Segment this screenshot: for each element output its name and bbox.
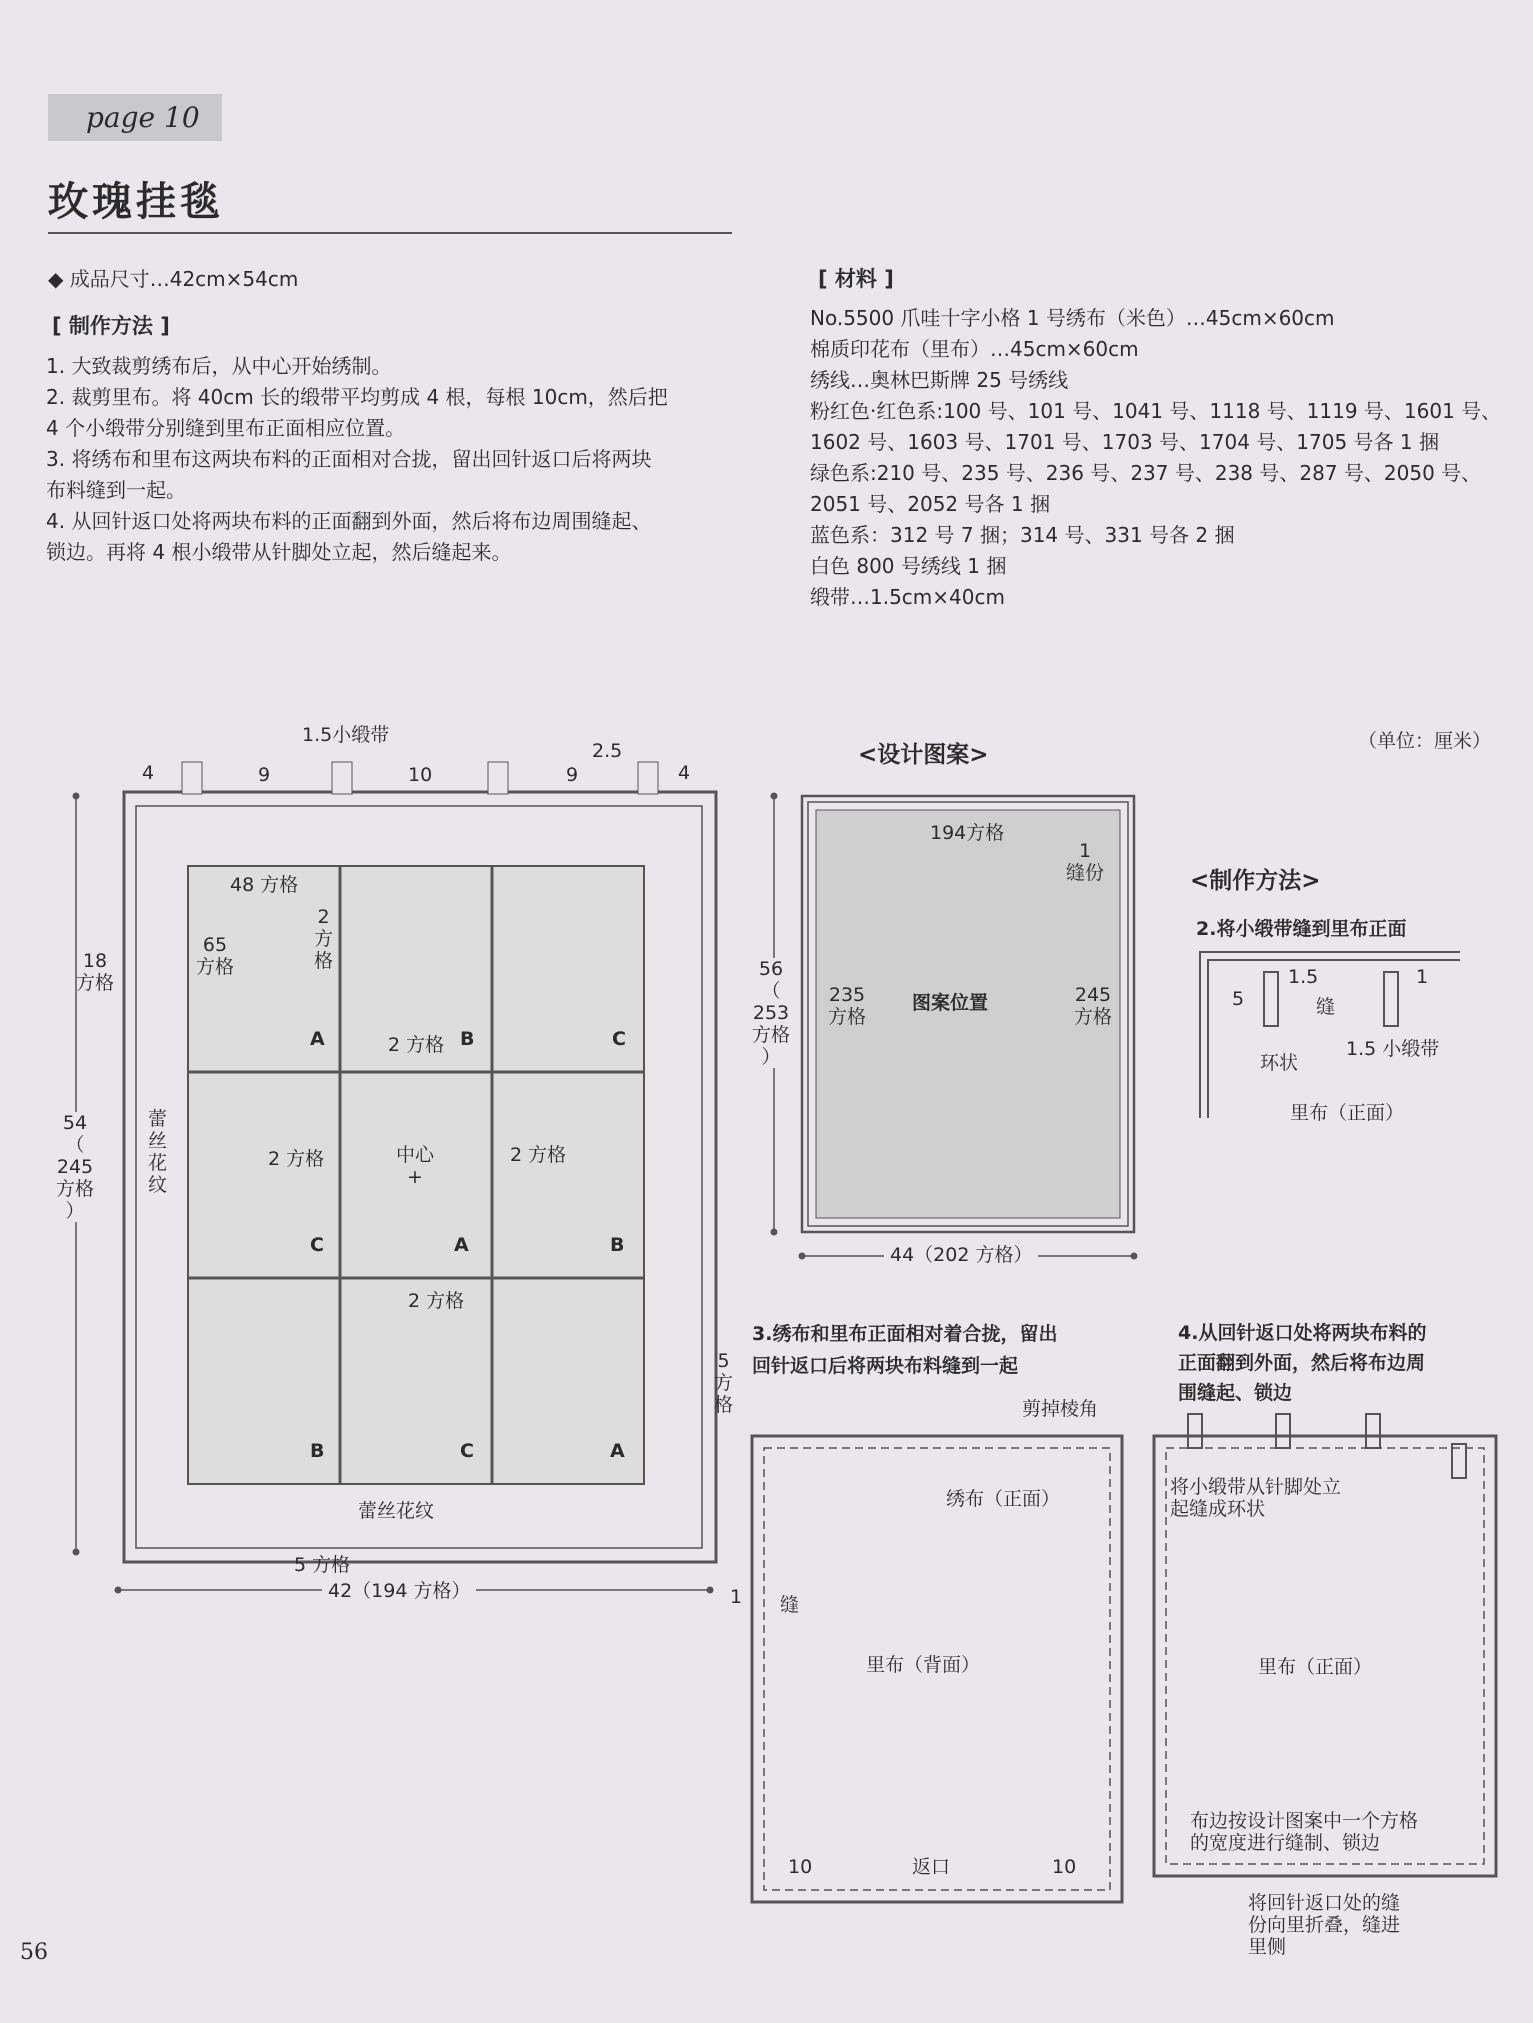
design-width-label: 44（202 方格） <box>884 1244 1038 1266</box>
page-title: 玫瑰挂毯 <box>48 179 224 225</box>
width-label: 42（194 方格） <box>322 1580 476 1602</box>
step2-fabric: 里布（正面） <box>1290 1102 1405 1124</box>
cell-letter: A <box>454 1234 469 1256</box>
method-line: 1. 大致裁剪绣布后，从中心开始绣制。 <box>46 354 392 378</box>
top-measure: 2.5 <box>592 740 623 762</box>
method-line: 4. 从回针返口处将两块布料的正面翻到外面，然后将布边周围缝起、 <box>46 509 652 533</box>
design-height-label: 56 （ 253 方格 ） <box>752 958 791 1068</box>
material-line: No.5500 爪哇十字小格 1 号绣布（米色）…45cm×60cm <box>810 306 1335 330</box>
step2-title: 2.将小缎带缝到里布正面 <box>1196 918 1407 940</box>
material-line: 棉质印花布（里布）…45cm×60cm <box>810 337 1139 361</box>
cell-letter: B <box>610 1234 625 1256</box>
step2-1-5: 1.5 <box>1288 966 1319 988</box>
step3-sew: 缝 <box>780 1594 800 1616</box>
step3-back: 里布（背面） <box>866 1654 981 1676</box>
step2-1: 1 <box>1416 966 1429 988</box>
step3-cut: 剪掉棱角 <box>1022 1398 1099 1420</box>
step3-title: 3.绣布和里布正面相对着合拢，留出 回针返口后将两块布料缝到一起 <box>752 1323 1058 1377</box>
method-line: 锁边。再将 4 根小缎带从针脚处立起，然后缝起来。 <box>46 540 512 564</box>
design-top-label: 194方格 <box>926 822 1008 844</box>
gap-label: 2 方格 <box>388 1034 445 1056</box>
step4-edge-note: 布边按设计图案中一个方格 的宽度进行缝制、锁边 <box>1190 1810 1419 1854</box>
method-line: 3. 将绣布和里布这两块布料的正面相对合拢，留出回针返口后将两块 <box>46 447 652 471</box>
top-measure: 10 <box>408 764 433 786</box>
gap-label: 2 方格 <box>510 1144 567 1166</box>
step2-loop: 环状 <box>1260 1052 1299 1074</box>
top-measure: 4 <box>678 762 691 784</box>
side-margin-label: 5 方 格 <box>714 1350 734 1416</box>
materials-heading: [ 材料 ] <box>818 267 894 291</box>
material-line: 粉红色·红色系:100 号、101 号、1041 号、1118 号、1119 号、1601 号、 <box>810 399 1502 423</box>
material-line: 白色 800 号绣线 1 捆 <box>810 554 1007 578</box>
design-heading: <设计图案> <box>858 742 989 768</box>
height-label: 54 （ 245 方格 ） <box>56 1112 95 1222</box>
size-line: ◆ 成品尺寸…42cm×54cm <box>48 267 299 291</box>
step4-fabric: 里布（正面） <box>1258 1656 1373 1678</box>
material-line: 绿色系:210 号、235 号、236 号、237 号、238 号、287 号、2050 号、 <box>810 461 1482 485</box>
method-line: 布料缝到一起。 <box>46 478 186 502</box>
step2-ribbon: 1.5 小缎带 <box>1346 1038 1440 1060</box>
gap-label: 2 方格 <box>408 1290 465 1312</box>
ribbon-label: 1.5小缎带 <box>302 724 390 746</box>
step3-one: 1 <box>730 1586 743 1608</box>
step3-opening: 返口 <box>912 1856 951 1878</box>
top-measure: 9 <box>258 764 271 786</box>
step3-front: 绣布（正面） <box>946 1488 1061 1510</box>
step4-loop-note: 将小缎带从针脚处立 起缝成环状 <box>1170 1476 1342 1520</box>
material-line: 蓝色系：312 号 7 捆；314 号、331 号各 2 捆 <box>810 523 1235 547</box>
method-line: 2. 裁剪里布。将 40cm 长的缎带平均剪成 4 根，每根 10cm，然后把 <box>46 385 668 409</box>
lace-bottom-label: 蕾丝花纹 <box>358 1500 435 1522</box>
cell-letter: A <box>310 1028 325 1050</box>
material-line: 缎带…1.5cm×40cm <box>810 585 1005 609</box>
step2-sew: 缝 <box>1316 996 1336 1018</box>
top-measure: 4 <box>142 762 155 784</box>
top-measure: 9 <box>566 764 579 786</box>
grid-width-label: 48 方格 <box>230 874 299 896</box>
unit-note: （单位：厘米） <box>1358 730 1492 752</box>
page-tag: page 10 <box>48 94 222 141</box>
bottom-margin-label: 5 方格 <box>294 1554 351 1576</box>
step3-ten-left: 10 <box>788 1856 813 1878</box>
cell-letter: C <box>612 1028 626 1050</box>
layout-diagram-frame <box>73 762 716 1593</box>
material-line: 1602 号、1603 号、1701 号、1703 号、1704 号、1705 号各 1 捆 <box>810 430 1439 454</box>
method-heading: [ 制作方法 ] <box>52 314 170 338</box>
step4-title: 4.从回针返口处将两块布料的 正面翻到外面，然后将布边周 围缝起、锁边 <box>1178 1322 1427 1404</box>
page-number: 56 <box>20 1940 48 1965</box>
design-left-label: 235 方格 <box>828 984 867 1028</box>
cell-letter: C <box>460 1440 474 1462</box>
cell-letter: B <box>310 1440 325 1462</box>
howto-heading: <制作方法> <box>1190 868 1321 894</box>
center-mark: 中心 + <box>396 1144 435 1188</box>
cell-letter: C <box>310 1234 324 1256</box>
cell-letter: A <box>610 1440 625 1462</box>
design-right-label: 245 方格 <box>1074 984 1113 1028</box>
material-line: 绣线…奥林巴斯牌 25 号绣线 <box>810 368 1069 392</box>
material-line: 2051 号、2052 号各 1 捆 <box>810 492 1050 516</box>
vertical-gap-label: 2 方 格 <box>314 906 334 972</box>
step2-5: 5 <box>1232 988 1245 1010</box>
pattern-position: 图案位置 <box>912 992 989 1014</box>
gap-label: 2 方格 <box>268 1148 325 1170</box>
step3-ten-right: 10 <box>1052 1856 1077 1878</box>
method-line: 4 个小缎带分别缝到里布正面相应位置。 <box>46 416 406 440</box>
cell-letter: B <box>460 1028 475 1050</box>
seam-label: 1 缝份 <box>1066 840 1105 884</box>
grid-height-label: 65 方格 <box>196 934 235 978</box>
outer-margin-label: 18 方格 <box>76 950 115 994</box>
lace-side-label: 蕾 丝 花 纹 <box>148 1108 168 1196</box>
step4-fold-note: 将回针返口处的缝 份向里折叠，缝进 里侧 <box>1248 1892 1401 1958</box>
